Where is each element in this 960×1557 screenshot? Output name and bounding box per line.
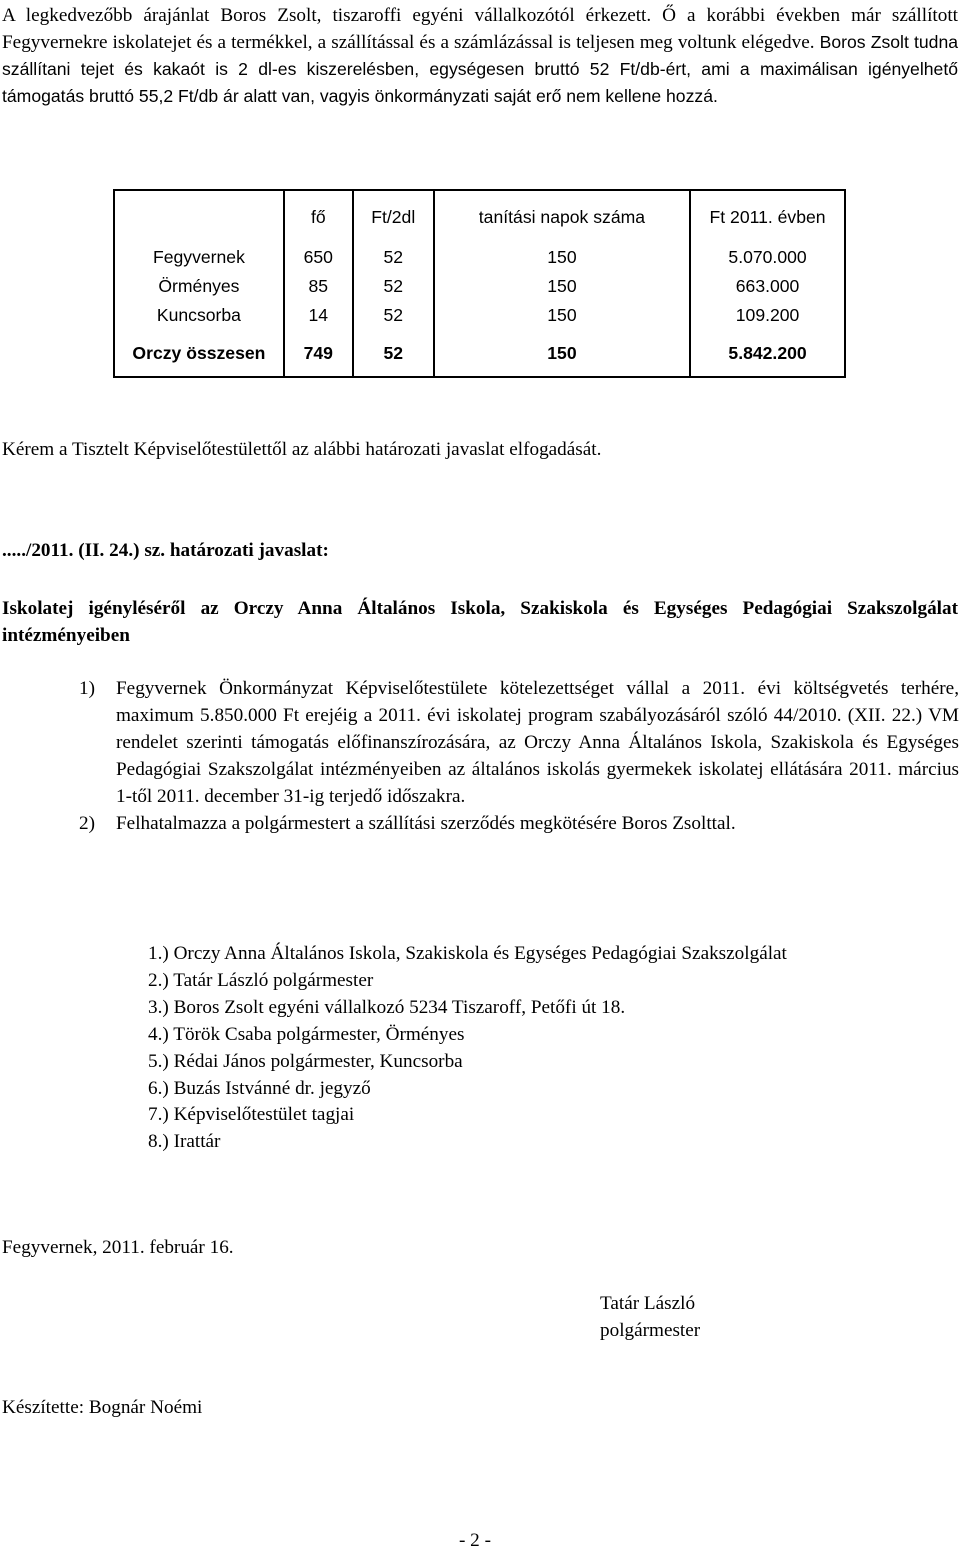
resolution-item — [79, 810, 959, 837]
table-header-row — [114, 190, 845, 243]
table-cell: 150 — [434, 301, 690, 330]
table-cell: 14 — [284, 301, 353, 330]
list-item: 1.) Orczy Anna Általános Iskola, Szakiskola és Egységes Pedagógiai Szakszolgálat — [148, 943, 787, 964]
intro-text-sans: Boros Zsolt tudna szállítani tejet és kakaót is 2 dl-es kiszerelésben, egységesen bruttó 52 Ft/db-ért, ami a maximálisan igényelhető támogatás bruttó 55,2 Ft/db ár alatt van, vagyis önkormányzati saját erő nem kellene hozzá. — [2, 32, 959, 106]
table-header-cell: tanítási napok száma — [434, 190, 690, 243]
milk-cost-table — [113, 189, 846, 378]
table-row — [114, 272, 845, 301]
table-cell: 85 — [284, 272, 353, 301]
table-cell: 109.200 — [690, 301, 845, 330]
page-number: - 2 - — [459, 1530, 491, 1551]
table-cell: 150 — [434, 243, 690, 272]
list-item: 2.) Tatár László polgármester — [148, 969, 374, 991]
table-cell: 150 — [434, 330, 690, 377]
resolution-item-number: 2) — [79, 813, 95, 834]
table-total-row — [114, 330, 845, 377]
resolution-items — [79, 675, 959, 837]
table-cell: 52 — [353, 272, 434, 301]
resolution-item-text: Fegyvernek Önkormányzat Képviselőtestülete kötelezettséget vállal a 2011. évi költségvetés terhére, maximum 5.850.000 Ft erejéig a 2011. évi iskolatej program szabályozásáról szóló 44/2010. (XII. 22.) VM rendelet szerinti támogatás előfinanszírozására, az Orczy Anna Általános Iskola, Szakiskola és Egységes Pedagógiai Szakszolgálat intézményeiben az általános iskolás gyermekek iskolatej ellátására 2011. március 1-től 2011. december 31-ig terjedő időszakra. — [116, 678, 959, 807]
table-cell: 150 — [434, 272, 690, 301]
place-date: Fegyvernek, 2011. február 16. — [2, 1237, 234, 1258]
table-cell: Fegyvernek — [114, 243, 284, 272]
table-cell: 5.070.000 — [690, 243, 845, 272]
table-header-cell: Ft/2dl — [353, 190, 434, 243]
table-cell: 650 — [284, 243, 353, 272]
table-cell: Orczy összesen — [114, 330, 284, 377]
signatory-name: Tatár László — [600, 1293, 696, 1314]
table-cell: 52 — [353, 243, 434, 272]
list-item: 7.) Képviselőtestület tagjai — [148, 1104, 355, 1126]
table-cell: Örményes — [114, 272, 284, 301]
list-item: 5.) Rédai János polgármester, Kuncsorba — [148, 1050, 463, 1072]
table-cell: 663.000 — [690, 272, 845, 301]
resolution-item-number: 1) — [79, 678, 95, 699]
resolution-number: ...../2011. (II. 24.) sz. határozati javaslat: — [2, 540, 329, 561]
resolution-item-text: Felhatalmazza a polgármestert a szállítási szerződés megkötésére Boros Zsolttal. — [116, 813, 736, 834]
intro-paragraph — [2, 2, 958, 110]
request-text: Kérem a Tisztelt Képviselőtestülettől az alábbi határozati javaslat elfogadását. — [2, 439, 602, 460]
list-item: 6.) Buzás Istvánné dr. jegyző — [148, 1077, 371, 1099]
table-cell: 5.842.200 — [690, 330, 845, 377]
distribution-list — [148, 941, 787, 1156]
table-header-cell: Ft 2011. évben — [690, 190, 845, 243]
signature-block — [600, 1290, 700, 1344]
resolution-title: Iskolatej igényléséről az Orczy Anna Általános Iskola, Szakiskola és Egységes Pedagógiai Szakszolgálat intézményeiben — [2, 598, 958, 646]
list-item: 8.) Irattár — [148, 1131, 221, 1153]
prepared-by: Készítette: Bognár Noémi — [2, 1397, 203, 1418]
list-item: 3.) Boros Zsolt egyéni vállalkozó 5234 Tiszaroff, Petőfi út 18. — [148, 996, 626, 1018]
table-row — [114, 243, 845, 272]
table-cell: 52 — [353, 301, 434, 330]
intro-text-serif: A legkedvezőbb árajánlat Boros Zsolt, tiszaroffi egyéni vállalkozótól érkezett. Ő a korábbi években már szállított Fegyvernekre iskolatejet és a termékkel, a szállítással és a számlázással is teljesen meg voltunk elégedve. — [2, 5, 958, 53]
resolution-item — [79, 675, 959, 810]
signatory-title: polgármester — [600, 1320, 701, 1341]
table-header-cell — [114, 190, 284, 243]
list-item: 4.) Török Csaba polgármester, Örményes — [148, 1023, 465, 1045]
table-cell: Kuncsorba — [114, 301, 284, 330]
table-cell: 52 — [353, 330, 434, 377]
table-cell: 749 — [284, 330, 353, 377]
table-row — [114, 301, 845, 330]
table-header-cell: fő — [284, 190, 353, 243]
